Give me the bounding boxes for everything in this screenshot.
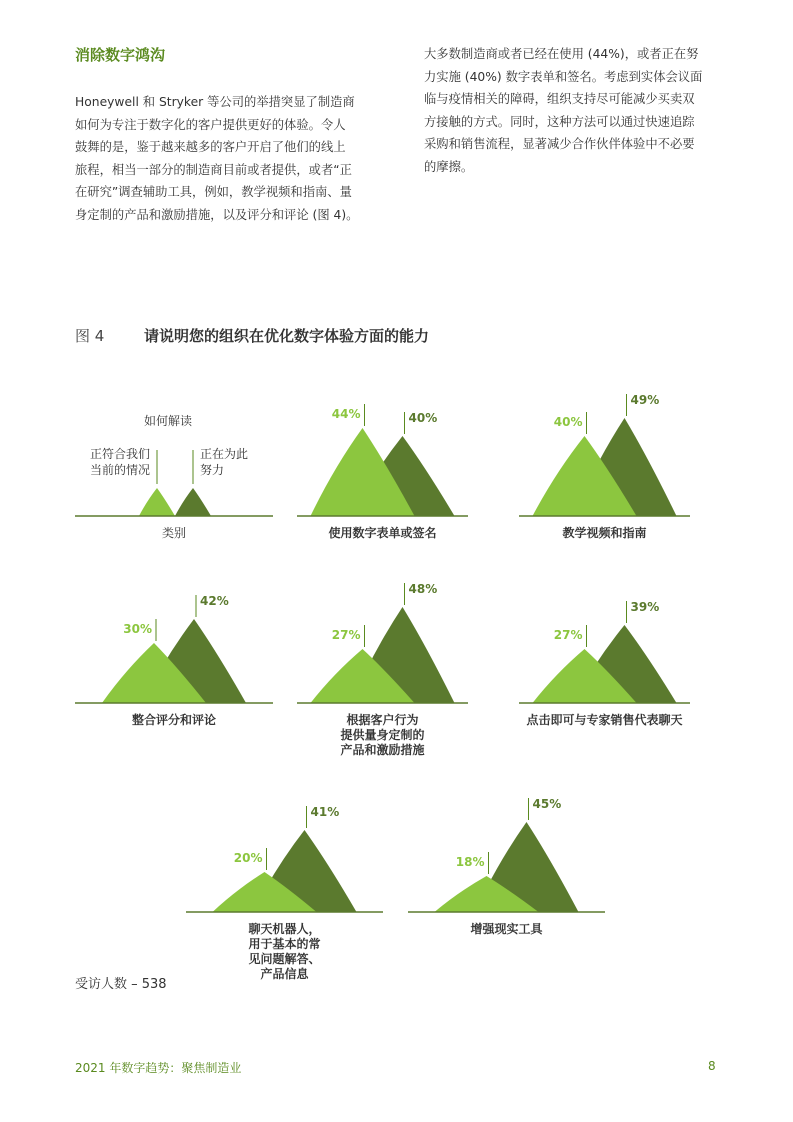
value-label-current: 20% (233, 851, 263, 865)
paragraph-left-line: 在研究”调查辅助工具，例如，教学视频和指南、量 (75, 185, 352, 199)
footer-title: 2021 年数字趋势：聚焦制造业 (75, 1061, 242, 1075)
category-label: 产品和激励措施 (340, 743, 425, 757)
paragraph-left-line: Honeywell 和 Stryker 等公司的举措突显了制造商 (75, 95, 355, 109)
respondents-count: 受访人数 – 538 (75, 977, 167, 992)
paragraph-left-line: 旅程，相当一部分的制造商目前或者提供，或者“正 (75, 162, 352, 177)
paragraph-right-line: 临与疫情相关的障碍，组织支持尽可能减少买卖双 (424, 92, 695, 106)
category-label: 用于基本的常 (248, 937, 321, 951)
value-label-current: 18% (455, 855, 485, 869)
paragraph-right-line: 力实施 (40%) 数字表单和签名。考虑到实体会议面 (424, 69, 703, 84)
legend-category-label: 类别 (161, 526, 187, 540)
legend-working-label: 努力 (200, 463, 225, 477)
paragraph-right-line: 大多数制造商或者已经在使用 (44%)，或者正在努 (424, 47, 699, 61)
legend-current-label: 正符合我们 (89, 447, 150, 461)
category-label: 整合评分和评论 (131, 713, 217, 727)
paragraph-right-line: 采购和销售流程，显著减少合作伙伴体验中不必要 (424, 137, 695, 151)
category-label: 产品信息 (260, 967, 309, 981)
value-label-working: 48% (408, 582, 438, 596)
category-label: 增强现实工具 (470, 922, 543, 936)
page-number: 8 (708, 1059, 716, 1073)
category-label: 点击即可与专家销售代表聊天 (526, 713, 683, 727)
value-label-working: 42% (200, 594, 229, 608)
paragraph-left-line: 鼓舞的是，鉴于越来越多的客户开启了他们的线上 (75, 140, 346, 154)
figure-title: 请说明您的组织在优化数字体验方面的能力 (144, 327, 430, 345)
paragraph-left-line: 如何为专注于数字化的客户提供更好的体验。令人 (75, 117, 346, 132)
legend-current-label: 当前的情况 (89, 463, 150, 477)
paragraph-right-line: 方接触的方式。同时，这种方法可以通过快速追踪 (424, 114, 695, 129)
category-label: 见问题解答、 (248, 952, 321, 966)
category-label: 提供量身定制的 (340, 728, 425, 742)
category-label: 教学视频和指南 (562, 526, 647, 540)
value-label-working: 45% (532, 797, 562, 811)
value-label-current: 40% (553, 415, 583, 429)
category-label: 根据客户行为 (346, 713, 419, 727)
paragraph-right-line: 的摩擦。 (424, 159, 474, 174)
value-label-working: 39% (630, 600, 660, 614)
legend-peak-current (139, 488, 175, 516)
value-label-working: 40% (408, 411, 438, 425)
value-label-current: 44% (331, 407, 361, 421)
value-label-working: 41% (310, 805, 340, 819)
legend-title: 如何解读 (143, 414, 193, 428)
value-label-current: 30% (123, 622, 152, 636)
section-title: 消除数字鸿沟 (75, 46, 166, 64)
value-label-working: 49% (630, 393, 660, 407)
legend-working-label: 正在为此 (200, 447, 249, 461)
paragraph-left-line: 身定制的产品和激励措施，以及评分和评论 (图 4)。 (75, 207, 359, 222)
legend-peak-working (175, 488, 211, 516)
value-label-current: 27% (553, 628, 583, 642)
category-label: 使用数字表单或签名 (328, 526, 437, 540)
category-label: 聊天机器人， (248, 922, 321, 936)
value-label-current: 27% (331, 628, 361, 642)
figure-label: 图 4 (75, 327, 105, 345)
